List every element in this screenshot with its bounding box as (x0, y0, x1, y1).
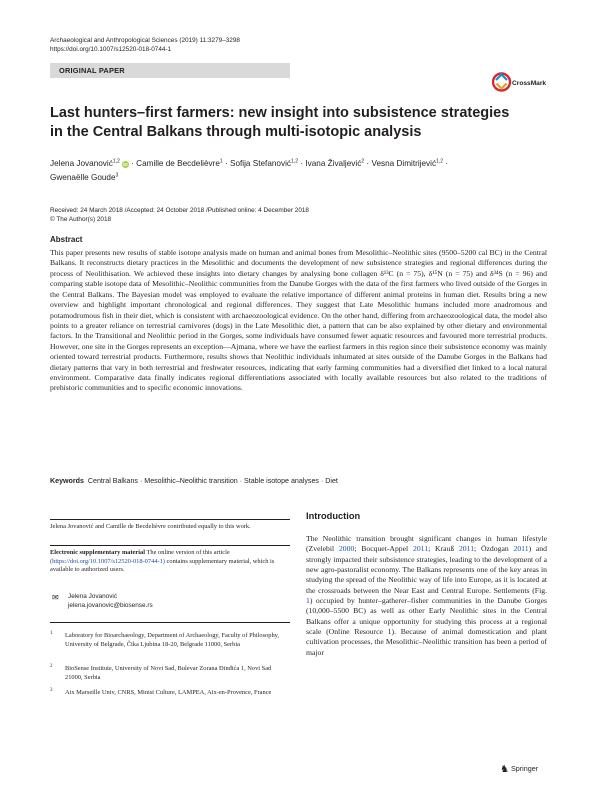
citation-link[interactable]: 2000 (338, 544, 355, 554)
springer-horse-icon: ♞ (500, 764, 509, 775)
crossmark-logo[interactable] (492, 70, 550, 102)
corresponding-author (68, 593, 153, 610)
abstract-heading: Abstract (50, 235, 83, 244)
author[interactable]: Camille de Becdelièvre$^1$ (136, 158, 223, 168)
publisher-name: Springer (510, 764, 539, 773)
introduction-heading: Introduction (306, 511, 361, 521)
keywords-text: Central Balkans · Mesolithic–Neolithic transition · Stable isotope analyses · Diet (87, 477, 338, 485)
badge-label: ORIGINAL PAPER (59, 66, 125, 75)
envelope-icon: ✉ (52, 593, 59, 602)
citation-link[interactable]: 2011 (513, 544, 529, 554)
introduction-body: The Neolithic transition brought significant changes in human lifestyle (Zvelebil 2000; Bocquet-Appel 2011; Krauß 2011; Özdogan 2011) and strongly impacted their subsistence strategies, leading to the development of a new agro-pastoralist economy. The Balkans represents one of the key areas in studying the spread of the Neolithic way of life into Europe, as it is located at the crossroads between the Near East and Central Europe. Settlements (Fig. 1) occupied by hunter–gatherer–fisher communities in the Danube Gorges (10,000–5500 BC) as well as other Early Neolithic sites in the Central Balkans offer a unique opportunity for studying this process at a regional scale (Online Resource 1). Because of animal domestication and plant cultivation processes, the Mesolithic–Neolithic transition has been a period of major (306, 534, 547, 657)
article-type-badge (50, 63, 290, 78)
citation-link[interactable]: 2011 (412, 544, 429, 554)
history-dates: Received: 24 March 2018 /Accepted: 24 October 2018 /Published online: 4 December 2018 (50, 207, 309, 214)
footnote-divider (50, 545, 290, 546)
keywords (50, 477, 338, 485)
journal-citation: Archaeological and Anthropological Sciences (2019) 11:3279–3298 (50, 37, 240, 44)
author[interactable]: Sofija Stefanović$^{1,2}$ (230, 158, 299, 168)
article-title (50, 104, 550, 142)
figure-link[interactable]: 1 (306, 596, 310, 606)
copyright: © The Author(s) 2018 (50, 216, 112, 223)
abstract-body: This paper presents new results of stable isotope analysis made on human and animal bones from Mesolithic–Neolithic sites (9500–5200 cal BC) in the Central Balkans. It reconstructs dietary practices in the Mesolithic and documents the development of new subsistence strategies and regional differences during the process of Neolithisation. We achieved these insights into dietary changes by analysing bone collagen δ¹³C (n = 75), δ¹⁵N (n = 75) and δ³⁴S (n = 96) and comparing stable isotope data of Mesolithic–Neolithic communities from the Danube Gorges with the data of the first farmers who lived outside of the Gorges in the Central Balkans. The Bayesian model was employed to evaluate the relative importance of different animal proteins in human diet. Results bring a new overview and highlight important chronological and regional differences. They suggest that Late Mesolithic humans included more anadromous and potamodromous fish in their diet, which is consistent with archaeozoological evidence. On the other hand, differing from archaeozoological data, the model also points to a greater reliance on terrestrial carnivores (dogs) in the Late Mesolithic diet, a pattern that can be also explained by other dietary and environmental factors. In the Transitional and Neolithic period in the Gorges, some individuals have consumed fewer aquatic resources and favoured more terrestrial products. However, one site in the Gorges represents an exception—Ajmana, where we have the earliest farmers in this region since their subsistence economy was mainly oriented toward terrestrial products. Furthermore, results shows that Neolithic individuals inhumated at sites outside of the Danube Gorges in the Balkans had dietary patterns that vary in both terrestrial and freshwater resources, indicating that early farming communities had a diversified diet linked to a local natural environment. Comparative data finally indicates regional differentiations associated with locally available resources but also related to the traditions of prehistoric communities and to specific economic innovations. (50, 248, 547, 393)
crossmark-text: CrossMark (512, 80, 547, 87)
esm-link[interactable]: (https://doi.org/10.1007/s12520-018-0744-1) (50, 557, 165, 565)
author-list: Jelena Jovanović$^{1,2}$iD · Camille de Becdelièvre$^1$ · Sofija Stefanović$^{1,2}$ · Ivana Živaljević$^2$ · Vesna Dimitrijević$^{1,2}$ · Gwenaëlle Goude$^3$ (50, 158, 449, 182)
title-line-1: Last hunters–first farmers: new insight into subsistence strategies (50, 105, 510, 121)
author[interactable]: Jelena Jovanović$^{1,2}$ (50, 158, 120, 168)
publication-dates (50, 206, 309, 224)
author[interactable]: Ivana Živaljević$^2$ (305, 158, 365, 168)
author[interactable]: Vesna Dimitrijević$^{1,2}$ (371, 158, 444, 168)
author[interactable]: Gwenaëlle Goude$^3$ (50, 171, 119, 182)
footnote-divider (50, 622, 290, 623)
esm-note: Electronic supplementary material The online version of this article (https://doi.org/10.1007/s12520-018-0744-1) contains supplementary material, which is available to authorized users. (50, 549, 275, 574)
doi-line[interactable]: https://doi.org/10.1007/s12520-018-0744-1 (50, 46, 172, 53)
crossmark-icon (492, 70, 550, 102)
contact-name: Jelena Jovanović (68, 593, 118, 600)
title-line-2: in the Central Balkans through multi-isotopic analysis (50, 124, 422, 140)
citation-link[interactable]: 2011 (458, 544, 475, 554)
springer-logo (500, 764, 538, 775)
keywords-label: Keywords (50, 477, 84, 485)
footnote-divider (50, 519, 290, 520)
equal-contribution-note: Jelena Jovanović and Camille de Becdelièvre contributed equally to this work. (50, 523, 251, 530)
contact-email[interactable]: jelena.jovanovic@biosense.rs (68, 601, 153, 609)
orcid-icon[interactable]: iD (123, 162, 128, 167)
journal-header (50, 36, 240, 54)
